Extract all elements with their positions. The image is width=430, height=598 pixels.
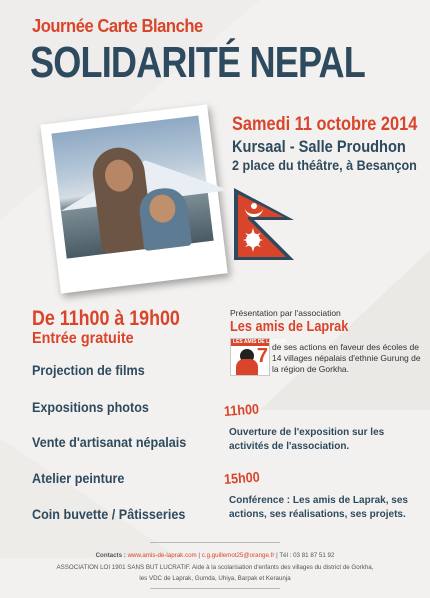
divider [150, 542, 280, 543]
activity-item: Atelier peinture [32, 470, 125, 486]
free-entry: Entrée gratuite [32, 330, 134, 347]
association-description: de ses actions en faveur des écoles de 14 villages népalais d'ethnie Gurung de la région de Gorkha. [272, 342, 421, 374]
email-link[interactable]: c.g.guillemot25@orange.fr [201, 552, 275, 559]
program-time: 11h00 [223, 400, 260, 419]
footer-villages: les VDC de Laprak, Gumda, Uhiya, Barpak et Keraunja [139, 575, 291, 582]
event-date: Samedi 11 octobre 2014 [232, 114, 418, 135]
activity-item: Coin buvette / Pâtisseries [32, 506, 186, 522]
phone-number: Tél : 03 81 87 51 92 [279, 552, 335, 559]
footer-association-info: ASSOCIATION LOI 1901 SANS BUT LUCRATIF. Aide à la scolarisation d'enfants des villages du district de Gorkha, [56, 564, 374, 571]
activity-item: Expositions photos [32, 399, 149, 415]
program-description: Ouverture de l'exposition sur les activités de l'association. [229, 427, 385, 452]
nepal-flag-icon [232, 186, 298, 262]
program-time: 15h00 [223, 468, 261, 487]
footer-contacts: Contacts : www.amis-de-laprak.com | c.g.guillemot25@orange.fr | Tél : 03 81 87 51 92 [95, 552, 335, 559]
activity-item: Projection de films [32, 362, 145, 378]
children-photo [51, 116, 213, 259]
laprak-logo-icon: LES AMIS DE LAPRAK 7 [230, 338, 270, 376]
divider [150, 588, 280, 589]
website-link[interactable]: www.amis-de-laprak.com [127, 552, 197, 559]
association-name: Les amis de Laprak [230, 318, 349, 335]
poster-title: SOLIDARITÉ NEPAL [30, 38, 365, 87]
activity-item: Vente d'artisanat népalais [32, 434, 187, 450]
event-address: 2 place du théâtre, à Besançon [232, 157, 417, 173]
event-venue: Kursaal - Salle Proudhon [232, 137, 406, 156]
background-wedge [0, 438, 180, 558]
polaroid-photo-frame [40, 104, 227, 293]
presented-by-label: Présentation par l'association [230, 308, 341, 318]
opening-hours: De 11h00 à 19h00 [32, 307, 180, 330]
program-description: Conférence : Les amis de Laprak, ses actions, ses réalisations, ses projets. [229, 495, 408, 520]
poster-subtitle: Journée Carte Blanche [32, 16, 203, 36]
